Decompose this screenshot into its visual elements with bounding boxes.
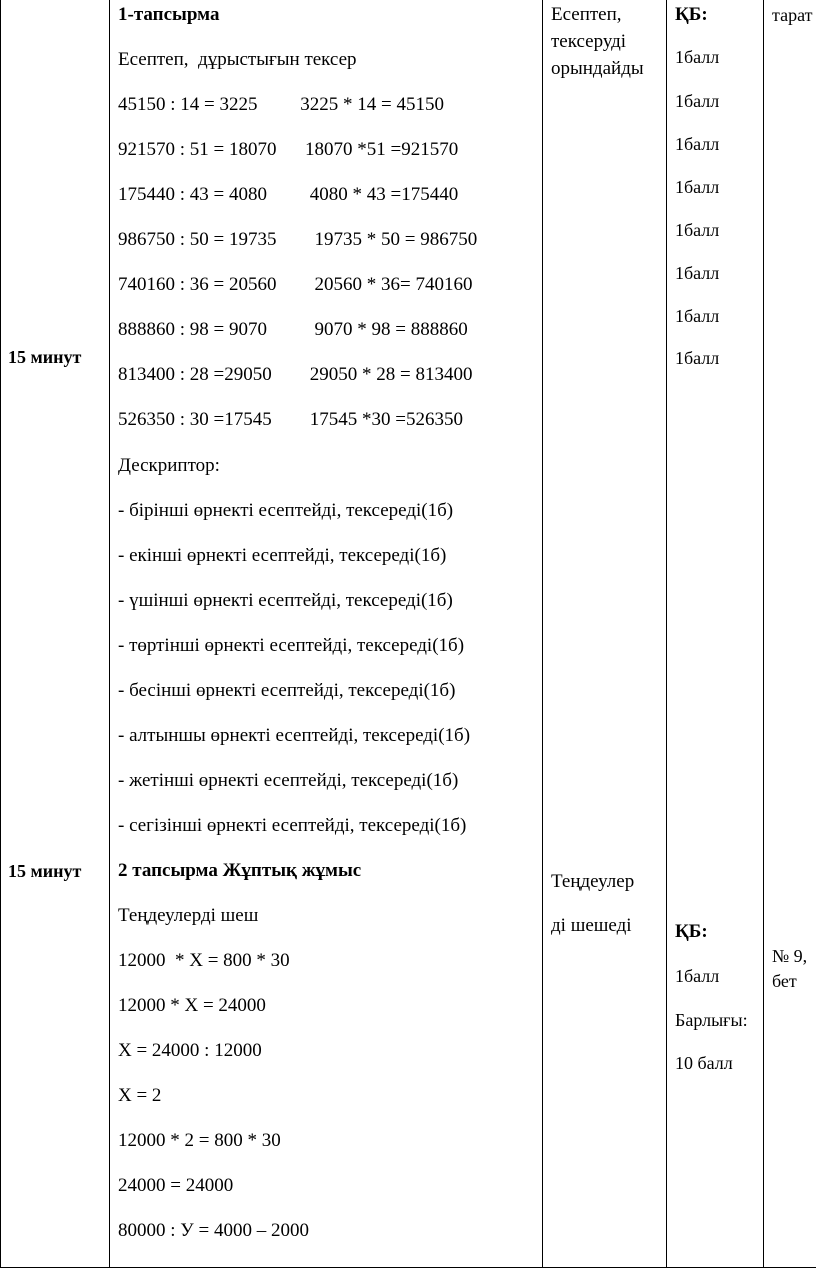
descriptor-item: - бірінші өрнекті есептейді, тексереді(1б) xyxy=(118,500,454,521)
table-border-bottom xyxy=(0,1267,816,1268)
resource-cell: тарат xyxy=(772,5,813,25)
column-divider xyxy=(763,0,764,1268)
points-cell: 1балл xyxy=(675,177,720,197)
points-cell: 1балл xyxy=(675,134,720,154)
descriptor-item: - алтыншы өрнекті есептейді, тексереді(1б) xyxy=(118,725,471,746)
descriptor-item: - екінші өрнекті есептейді, тексереді(1б) xyxy=(118,545,447,566)
resource-cell: № 9, xyxy=(772,946,808,966)
time-cell-task1: 15 минут xyxy=(8,347,82,367)
solution-step: Х = 24000 : 12000 xyxy=(118,1040,262,1061)
descriptor-title: Дескриптор: xyxy=(118,455,220,476)
column-divider xyxy=(666,0,667,1268)
points-cell: 1балл xyxy=(675,306,720,326)
equation-line: 986750 : 50 = 19735 19735 * 50 = 986750 xyxy=(118,229,478,250)
descriptor-item: - жетінші өрнекті есептейді, тексереді(1б) xyxy=(118,770,459,791)
equation-line: 175440 : 43 = 4080 4080 * 43 =175440 xyxy=(118,184,459,205)
solution-step: 12000 * Х = 800 * 30 xyxy=(118,950,290,971)
column-divider xyxy=(542,0,543,1268)
descriptor-item: - сегізінші өрнекті есептейді, тексереді(1б) xyxy=(118,815,467,836)
assessment-heading: ҚБ: xyxy=(675,921,708,942)
solution-step: Х = 2 xyxy=(118,1085,162,1106)
column-divider xyxy=(109,0,110,1268)
descriptor-item: - үшінші өрнекті есептейді, тексереді(1б) xyxy=(118,590,453,611)
points-cell: 1балл xyxy=(675,47,720,67)
solution-step: 80000 : У = 4000 – 2000 xyxy=(118,1220,309,1241)
task1-title: 1-тапсырма xyxy=(118,4,220,25)
descriptor-item: - бесінші өрнекті есептейді, тексереді(1б) xyxy=(118,680,456,701)
points-cell: 1балл xyxy=(675,220,720,240)
equation-line: 888860 : 98 = 9070 9070 * 98 = 888860 xyxy=(118,319,468,340)
table-border-left xyxy=(0,0,1,1268)
activity-line: орындайды xyxy=(551,58,644,79)
resource-cell: бет xyxy=(772,971,797,991)
activity-line: Теңдеулер xyxy=(551,871,635,892)
solution-step: 12000 * 2 = 800 * 30 xyxy=(118,1130,281,1151)
solution-step: 12000 * Х = 24000 xyxy=(118,995,266,1016)
points-cell: 1балл xyxy=(675,91,720,111)
total-label: Барлығы: xyxy=(675,1010,748,1030)
descriptor-item: - төртінші өрнекті есептейді, тексереді(1б) xyxy=(118,635,465,656)
points-cell: 1балл xyxy=(675,348,720,368)
task1-instruction: Есептеп, дұрыстығын тексер xyxy=(118,49,357,70)
equation-line: 740160 : 36 = 20560 20560 * 36= 740160 xyxy=(118,274,473,295)
points-cell: 1балл xyxy=(675,263,720,283)
equation-line: 45150 : 14 = 3225 3225 * 14 = 45150 xyxy=(118,94,444,115)
activity-line: ді шешеді xyxy=(551,915,632,936)
equation-line: 813400 : 28 =29050 29050 * 28 = 813400 xyxy=(118,364,473,385)
task2-title: 2 тапсырма Жұптық жұмыс xyxy=(118,860,362,881)
solution-step: 24000 = 24000 xyxy=(118,1175,234,1196)
activity-line: Есептеп, xyxy=(551,4,622,25)
total-value: 10 балл xyxy=(675,1053,733,1073)
equation-line: 526350 : 30 =17545 17545 *30 =526350 xyxy=(118,409,463,430)
task2-instruction: Теңдеулерді шеш xyxy=(118,905,259,926)
time-cell-task2: 15 минут xyxy=(8,861,82,881)
points-cell: 1балл xyxy=(675,966,720,986)
assessment-heading: ҚБ: xyxy=(675,4,708,25)
activity-line: тексеруді xyxy=(551,31,627,52)
equation-line: 921570 : 51 = 18070 18070 *51 =921570 xyxy=(118,139,459,160)
